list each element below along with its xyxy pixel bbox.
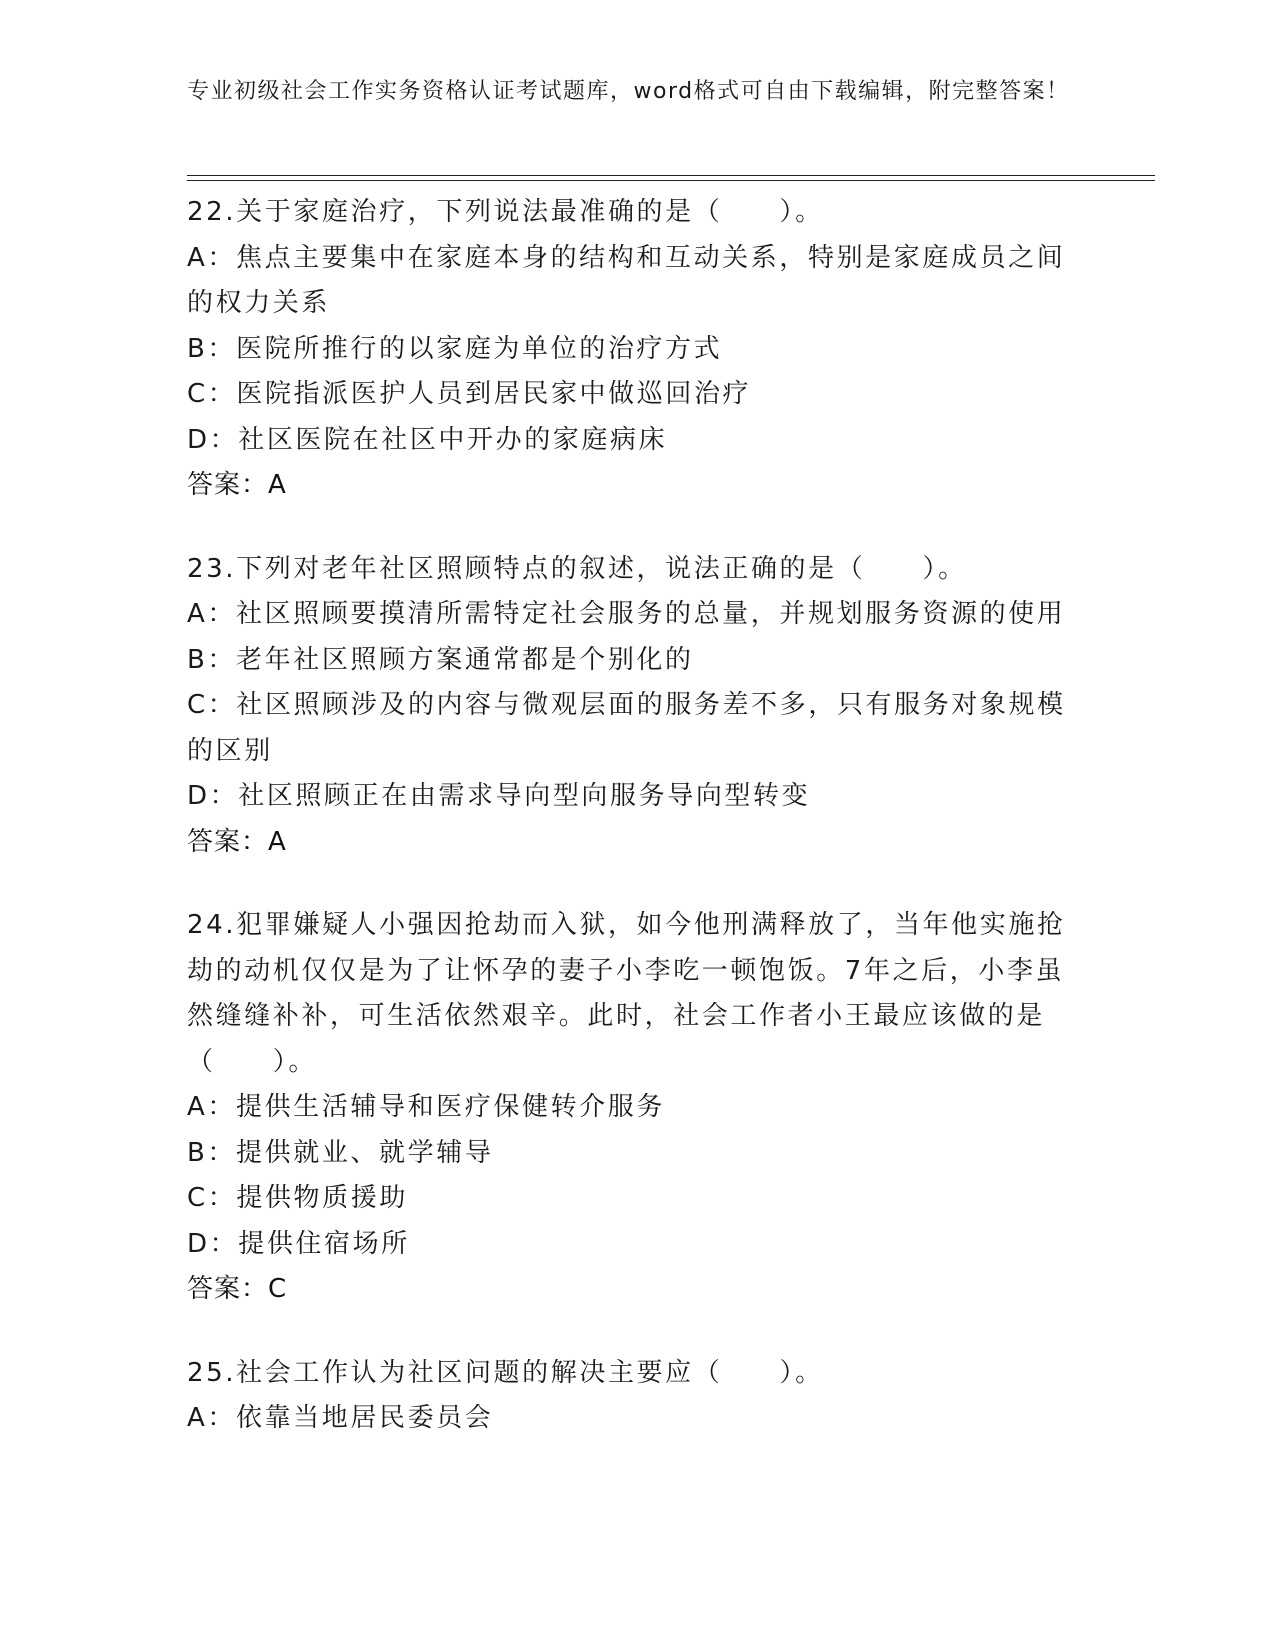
option-b: B：老年社区照顾方案通常都是个别化的 bbox=[187, 644, 694, 675]
option-a: A：社区照顾要摸清所需特定社会服务的总量，并规划服务资源的使用 bbox=[187, 599, 1066, 629]
question-list bbox=[187, 190, 1077, 1480]
header-rule-bottom bbox=[187, 180, 1155, 181]
question-23 bbox=[187, 547, 1077, 866]
answer: 答案：A bbox=[187, 470, 287, 500]
option-c: C：社区照顾涉及的内容与微观层面的服务差不多，只有服务对象规模的区别 bbox=[187, 690, 1066, 766]
question-stem: 23.下列对老年社区照顾特点的叙述，说法正确的是（ ）。 bbox=[187, 553, 967, 584]
question-stem: 24.犯罪嫌疑人小强因抢劫而入狱，如今他刑满释放了，当年他实施抢劫的动机仅仅是为了让怀孕的妻子小李吃一顿饱饭。7年之后，小李虽然缝缝补补，可生活依然艰辛。此时，社会工作者小王最应该做的是（ ）。 bbox=[187, 910, 1066, 1077]
option-a: A：依靠当地居民委员会 bbox=[187, 1403, 494, 1433]
option-c: C：提供物质援助 bbox=[187, 1183, 408, 1213]
option-d: D：社区医院在社区中开办的家庭病床 bbox=[187, 424, 668, 455]
option-c: C：医院指派医护人员到居民家中做巡回治疗 bbox=[187, 379, 752, 409]
answer: 答案：A bbox=[187, 826, 287, 857]
option-b: B：医院所推行的以家庭为单位的治疗方式 bbox=[187, 333, 723, 364]
option-d: D：社区照顾正在由需求导向型向服务导向型转变 bbox=[187, 781, 811, 811]
question-22 bbox=[187, 190, 1077, 509]
option-b: B：提供就业、就学辅导 bbox=[187, 1137, 494, 1168]
question-stem: 25.社会工作认为社区问题的解决主要应（ ）。 bbox=[187, 1357, 824, 1388]
question-24 bbox=[187, 903, 1077, 1313]
answer: 答案：C bbox=[187, 1274, 288, 1304]
document-header: 专业初级社会工作实务资格认证考试题库，word格式可自由下载编辑，附完整答案！ bbox=[187, 79, 1070, 104]
option-d: D：提供住宿场所 bbox=[187, 1228, 410, 1259]
option-a: A：焦点主要集中在家庭本身的结构和互动关系，特别是家庭成员之间的权力关系 bbox=[187, 242, 1066, 318]
header-rule-top bbox=[187, 175, 1155, 176]
question-25 bbox=[187, 1351, 1077, 1442]
option-a: A：提供生活辅导和医疗保健转介服务 bbox=[187, 1092, 665, 1122]
question-stem: 22.关于家庭治疗，下列说法最准确的是（ ）。 bbox=[187, 197, 824, 227]
